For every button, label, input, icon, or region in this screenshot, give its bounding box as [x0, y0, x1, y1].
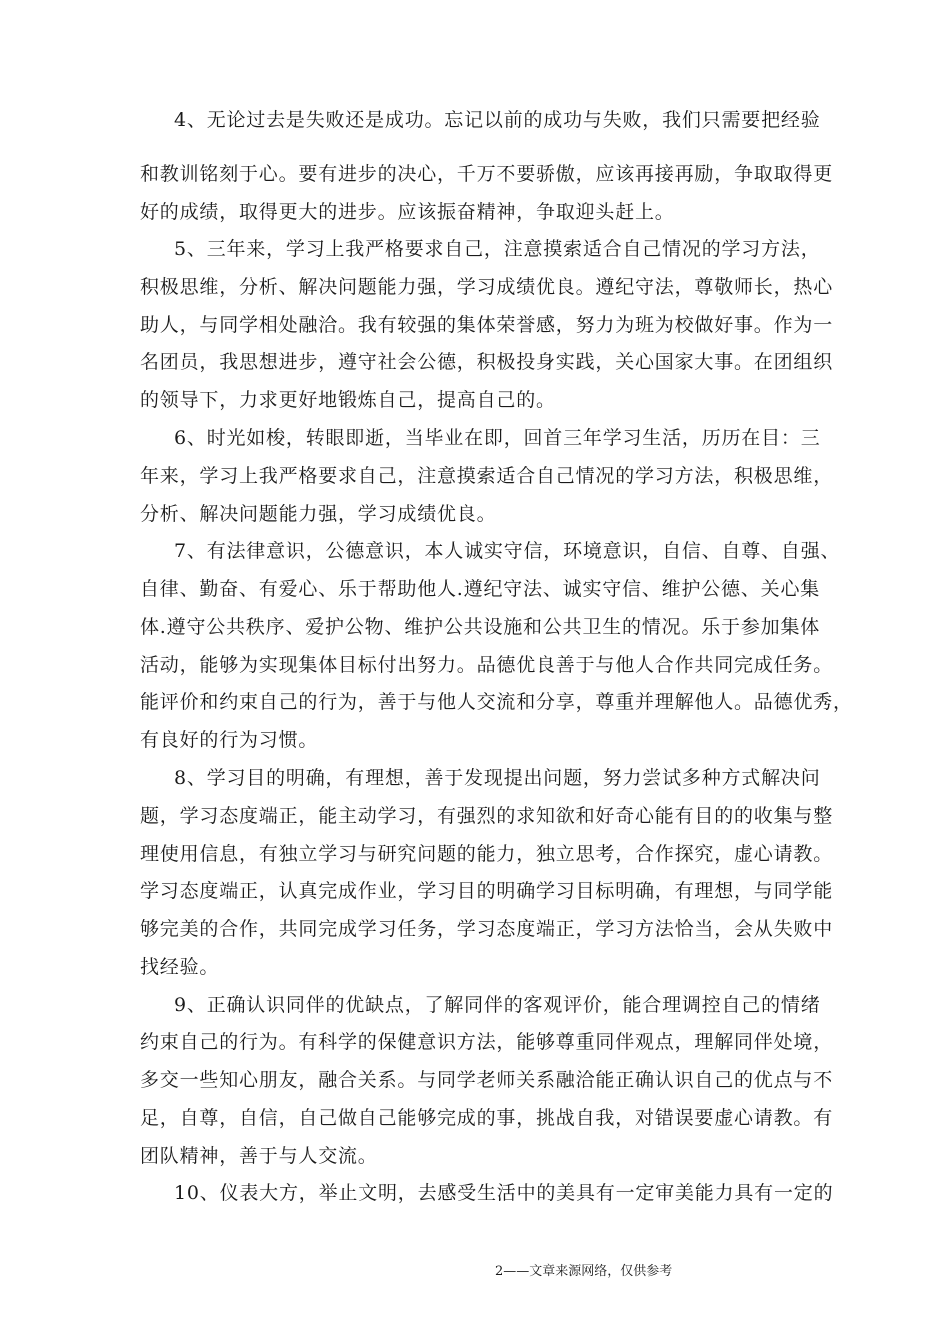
text-line: 4、无论过去是失败还是成功。忘记以前的成功与失败，我们只需要把经验: [174, 109, 821, 131]
text-line: 的领导下，力求更好地锻炼自己，提高自己的。: [140, 389, 556, 411]
page-footer: [0, 1262, 950, 1282]
text-line: 理使用信息，有独立学习与研究问题的能力，独立思考，合作探究，虚心请教。: [140, 843, 834, 865]
text-line: 好的成绩，取得更大的进步。应该振奋精神，争取迎头赶上。: [140, 201, 675, 223]
text-line: 体.遵守公共秩序、爱护公物、维护公共设施和公共卫生的情况。乐于参加集体: [140, 616, 821, 638]
text-line: 学习态度端正，认真完成作业，学习目的明确学习目标明确，有理想，与同学能: [140, 880, 834, 902]
text-line: 和教训铭刻于心。要有进步的决心，千万不要骄傲，应该再接再励，争取取得更: [140, 163, 834, 185]
text-line: 有良好的行为习惯。: [140, 729, 319, 751]
text-line: 够完美的合作，共同完成学习任务，学习态度端正，学习方法恰当，会从失败中: [140, 918, 834, 940]
text-line: 6、时光如梭，转眼即逝，当毕业在即，回首三年学习生活，历历在目：三: [174, 427, 821, 449]
text-line: 能评价和约束自己的行为，善于与他人交流和分享，尊重并理解他人。品德优秀，: [140, 691, 853, 713]
text-line: 分析、解决问题能力强，学习成绩优良。: [140, 503, 497, 525]
text-line: 多交一些知心朋友，融合关系。与同学老师关系融洽能正确认识自己的优点与不: [140, 1069, 834, 1091]
text-line: 自律、勤奋、有爱心、乐于帮助他人.遵纪守法、诚实守信、维护公德、关心集: [140, 578, 821, 600]
text-line: 团队精神，善于与人交流。: [140, 1145, 378, 1167]
text-line: 足，自尊，自信，自己做自己能够完成的事，挑战自我，对错误要虚心请教。有: [140, 1107, 834, 1129]
text-line: 7、有法律意识，公德意识，本人诚实守信，环境意识，自信、自尊、自强、: [174, 540, 841, 562]
text-line: 助人，与同学相处融洽。我有较强的集体荣誉感，努力为班为校做好事。作为一: [140, 314, 834, 336]
text-line: 名团员，我思想进步，遵守社会公德，积极投身实践，关心国家大事。在团组织: [140, 351, 834, 373]
text-line: 5、三年来，学习上我严格要求自己，注意摸索适合自己情况的学习方法，: [174, 238, 821, 260]
footer-text: 2——文章来源网络，仅供参考: [495, 1264, 673, 1279]
text-line: 年来，学习上我严格要求自己，注意摸索适合自己情况的学习方法，积极思维，: [140, 465, 834, 487]
text-line: 10、仪表大方，举止文明，去感受生活中的美具有一定审美能力具有一定的: [174, 1182, 834, 1204]
text-line: 找经验。: [140, 956, 220, 978]
text-line: 约束自己的行为。有科学的保健意识方法，能够尊重同伴观点，理解同伴处境，: [140, 1031, 834, 1053]
text-line: 积极思维，分析、解决问题能力强，学习成绩优良。遵纪守法，尊敬师长，热心: [140, 276, 834, 298]
text-line: 题，学习态度端正，能主动学习，有强烈的求知欲和好奇心能有目的的收集与整: [140, 805, 834, 827]
text-line: 活动，能够为实现集体目标付出努力。品德优良善于与他人合作共同完成任务。: [140, 654, 834, 676]
text-line: 9、正确认识同伴的优缺点，了解同伴的客观评价，能合理调控自己的情绪: [174, 994, 821, 1016]
text-line: 8、学习目的明确，有理想，善于发现提出问题，努力尝试多种方式解决问: [174, 767, 821, 789]
